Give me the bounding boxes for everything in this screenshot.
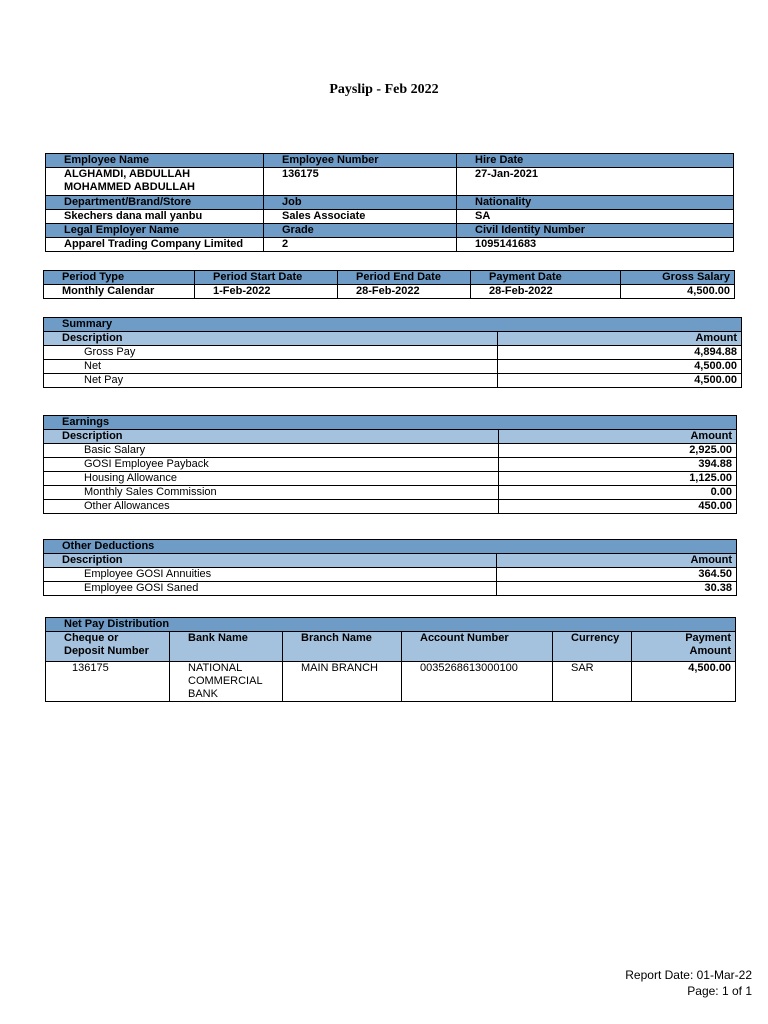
period-end-value: 28-Feb-2022 <box>338 285 471 299</box>
job-value: Sales Associate <box>264 210 457 224</box>
summary-amount: 4,894.88 <box>498 346 742 360</box>
summary-amount: 4,500.00 <box>498 374 742 388</box>
table-row <box>46 662 736 702</box>
period-start-label: Period Start Date <box>195 271 338 285</box>
earnings-table <box>43 415 737 514</box>
bank-name-value <box>170 662 283 702</box>
department-label: Department/Brand/Store <box>46 196 264 210</box>
table-row <box>44 360 742 374</box>
table-row <box>44 346 742 360</box>
table-row <box>44 458 737 472</box>
employee-number-label: Employee Number <box>264 154 457 168</box>
earnings-title: Earnings <box>44 416 737 430</box>
summary-amount: 4,500.00 <box>498 360 742 374</box>
legal-employer-label: Legal Employer Name <box>46 224 264 238</box>
summary-title: Summary <box>44 318 742 332</box>
earnings-amount-label: Amount <box>499 430 737 444</box>
employee-info-table <box>45 153 734 252</box>
civil-id-label: Civil Identity Number <box>457 224 734 238</box>
account-number-header: Account Number <box>402 632 553 662</box>
summary-table <box>43 317 742 388</box>
period-end-label: Period End Date <box>338 271 471 285</box>
summary-desc: Gross Pay <box>44 346 498 360</box>
branch-name-header: Branch Name <box>283 632 402 662</box>
cheque-header <box>46 632 170 662</box>
earning-desc: Housing Allowance <box>44 472 499 486</box>
earning-amount: 1,125.00 <box>499 472 737 486</box>
deductions-amount-label: Amount <box>497 554 737 568</box>
payment-date-value: 28-Feb-2022 <box>471 285 621 299</box>
earning-amount: 394.88 <box>499 458 737 472</box>
report-footer <box>625 967 752 999</box>
employee-number-value: 136175 <box>264 168 457 196</box>
period-type-label: Period Type <box>44 271 195 285</box>
table-row <box>44 582 737 596</box>
deduction-desc: Employee GOSI Annuities <box>44 568 497 582</box>
page-title: Payslip - Feb 2022 <box>329 82 439 97</box>
bank-name-line3: BANK <box>188 688 218 700</box>
employee-name-line1: ALGHAMDI, ABDULLAH <box>64 168 191 180</box>
earning-desc: Other Allowances <box>44 500 499 514</box>
civil-id-value: 1095141683 <box>457 238 734 252</box>
payment-header-line2: Amount <box>689 645 732 657</box>
net-pay-distribution-table <box>45 617 736 702</box>
hire-date-value: 27-Jan-2021 <box>457 168 734 196</box>
payment-header-line1: Payment <box>685 632 732 644</box>
grade-value: 2 <box>264 238 457 252</box>
currency-value: SAR <box>553 662 632 702</box>
deduction-desc: Employee GOSI Saned <box>44 582 497 596</box>
grade-label: Grade <box>264 224 457 238</box>
bank-name-line2: COMMERCIAL <box>188 675 263 687</box>
net-pay-title: Net Pay Distribution <box>46 618 736 632</box>
gross-salary-label: Gross Salary <box>621 271 735 285</box>
deduction-amount: 30.38 <box>497 582 737 596</box>
deductions-description-label: Description <box>44 554 497 568</box>
bank-name-line1: NATIONAL <box>188 662 243 674</box>
period-start-value: 1-Feb-2022 <box>195 285 338 299</box>
cheque-header-line1: Cheque or <box>64 632 119 644</box>
table-row <box>44 444 737 458</box>
report-date: Report Date: 01-Mar-22 <box>625 968 752 982</box>
period-table <box>43 270 735 299</box>
deductions-title: Other Deductions <box>44 540 737 554</box>
period-type-value: Monthly Calendar <box>44 285 195 299</box>
department-value: Skechers dana mall yanbu <box>46 210 264 224</box>
summary-desc: Net Pay <box>44 374 498 388</box>
summary-desc: Net <box>44 360 498 374</box>
table-row <box>44 374 742 388</box>
table-row <box>44 500 737 514</box>
payment-amount-value: 4,500.00 <box>632 662 736 702</box>
currency-header: Currency <box>553 632 632 662</box>
earning-amount: 0.00 <box>499 486 737 500</box>
payment-date-label: Payment Date <box>471 271 621 285</box>
page-number: Page: 1 of 1 <box>687 984 752 998</box>
cheque-value: 136175 <box>46 662 170 702</box>
earning-desc: Basic Salary <box>44 444 499 458</box>
table-row <box>44 486 737 500</box>
employee-name-line2: MOHAMMED ABDULLAH <box>64 181 195 193</box>
deduction-amount: 364.50 <box>497 568 737 582</box>
earning-amount: 450.00 <box>499 500 737 514</box>
earning-desc: GOSI Employee Payback <box>44 458 499 472</box>
earning-desc: Monthly Sales Commission <box>44 486 499 500</box>
gross-salary-value: 4,500.00 <box>621 285 735 299</box>
employee-name-value <box>46 168 264 196</box>
deductions-table <box>43 539 737 596</box>
employee-name-label: Employee Name <box>46 154 264 168</box>
bank-name-header: Bank Name <box>170 632 283 662</box>
hire-date-label: Hire Date <box>457 154 734 168</box>
job-label: Job <box>264 196 457 210</box>
earning-amount: 2,925.00 <box>499 444 737 458</box>
table-row <box>44 568 737 582</box>
table-row <box>44 472 737 486</box>
nationality-label: Nationality <box>457 196 734 210</box>
branch-name-value: MAIN BRANCH <box>283 662 402 702</box>
summary-description-label: Description <box>44 332 498 346</box>
cheque-header-line2: Deposit Number <box>64 645 149 657</box>
summary-amount-label: Amount <box>498 332 742 346</box>
payment-amount-header <box>632 632 736 662</box>
nationality-value: SA <box>457 210 734 224</box>
account-number-value: 0035268613000100 <box>402 662 553 702</box>
earnings-description-label: Description <box>44 430 499 444</box>
legal-employer-value: Apparel Trading Company Limited <box>46 238 264 252</box>
